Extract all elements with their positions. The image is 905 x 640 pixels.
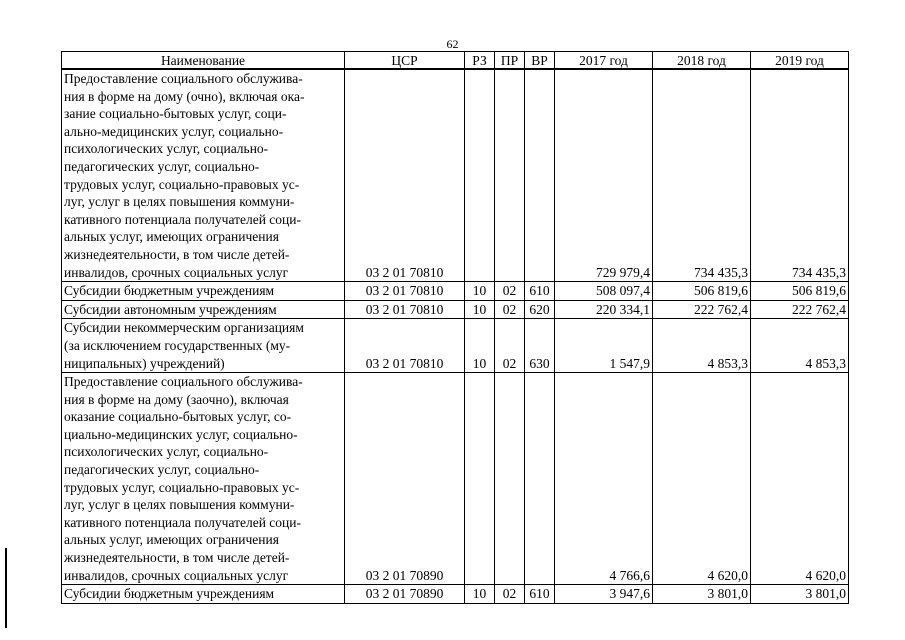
row-amount-2018: 4 620,0 [653, 373, 751, 585]
page-number: 62 [446, 37, 459, 51]
row-name-line: луг, услуг в целях повышения коммуни- [64, 497, 295, 513]
row-amount-2017: 729 979,4 [555, 69, 653, 282]
row-amount-2019: 3 801,0 [751, 585, 849, 604]
row-vr-code: 620 [525, 300, 555, 319]
header-year-2019: 2019 год [751, 52, 849, 70]
row-csr-code: 03 2 01 70810 [345, 69, 465, 282]
row-pr-code: 02 [495, 282, 525, 301]
row-name-line: кативного потенциала получателей соци- [64, 211, 301, 227]
row-name-line: трудовых услуг, социально-правовых ус- [64, 176, 300, 192]
row-name-line: альных услуг, имеющих ограничения [64, 532, 279, 548]
row-csr-code: 03 2 01 70890 [345, 585, 465, 604]
row-amount-2017: 220 334,1 [555, 300, 653, 319]
row-name-line: ально-медицинских услуг, социально- [64, 123, 284, 139]
row-pr-code [495, 373, 525, 585]
row-rz-code [465, 69, 495, 282]
row-name-line: педагогических услуг, социально- [64, 462, 260, 478]
row-name-line: кативного потенциала получателей соци- [64, 514, 301, 530]
row-name-line: психологических услуг, социально- [64, 141, 269, 157]
row-vr-code [525, 373, 555, 585]
row-name-line: Предоставление социального обслужива- [64, 71, 303, 86]
row-name-line: психологических услуг, социально- [64, 444, 269, 460]
row-name-line: Субсидии бюджетным учреждениям [64, 586, 275, 602]
row-name-line: Субсидии автономным учреждениям [64, 301, 277, 317]
row-csr-code: 03 2 01 70810 [345, 282, 465, 301]
row-vr-code: 630 [525, 319, 555, 373]
header-name: Наименование [62, 52, 345, 70]
row-amount-2018: 506 819,6 [653, 282, 751, 301]
row-vr-code: 610 [525, 585, 555, 604]
header-year-2018: 2018 год [653, 52, 751, 70]
row-name-line: циально-медицинских услуг, социально- [64, 426, 298, 442]
row-pr-code [495, 69, 525, 282]
row-name-line: трудовых услуг, социально-правовых ус- [64, 479, 300, 495]
row-csr-code: 03 2 01 70890 [345, 373, 465, 585]
table-row [62, 319, 849, 373]
row-rz-code: 10 [465, 300, 495, 319]
row-amount-2019: 734 435,3 [751, 69, 849, 282]
header-vr: ВР [525, 52, 555, 70]
header-pr: ПР [495, 52, 525, 70]
row-name-line: Предоставление социального обслужива- [64, 374, 303, 390]
row-amount-2017: 1 547,9 [555, 319, 653, 373]
row-name-line: педагогических услуг, социально- [64, 158, 260, 174]
table-header-row [62, 52, 849, 70]
row-name-line: луг, услуг в целях повышения коммуни- [64, 194, 295, 210]
row-name-cell [62, 319, 345, 373]
row-rz-code [465, 373, 495, 585]
table-row [62, 585, 849, 604]
row-name-line: ния в форме на дому (заочно), включая [64, 391, 289, 407]
row-amount-2017: 3 947,6 [555, 585, 653, 604]
row-amount-2018: 222 762,4 [653, 300, 751, 319]
row-csr-code: 03 2 01 70810 [345, 300, 465, 319]
row-name-line: (за исключением государственных (му- [64, 337, 291, 353]
row-pr-code: 02 [495, 585, 525, 604]
table-row [62, 69, 849, 282]
row-name-line: жизнедеятельности, в том числе детей- [64, 550, 290, 566]
row-amount-2018: 3 801,0 [653, 585, 751, 604]
row-amount-2019: 222 762,4 [751, 300, 849, 319]
row-rz-code: 10 [465, 585, 495, 604]
row-vr-code: 610 [525, 282, 555, 301]
header-rz: РЗ [465, 52, 495, 70]
row-rz-code: 10 [465, 319, 495, 373]
row-amount-2017: 508 097,4 [555, 282, 653, 301]
row-amount-2018: 4 853,3 [653, 319, 751, 373]
row-csr-code: 03 2 01 70810 [345, 319, 465, 373]
row-name-line: инвалидов, срочных социальных услуг [64, 567, 289, 583]
row-name-line: ния в форме на дому (очно), включая ока- [64, 88, 305, 104]
row-name-line: инвалидов, срочных социальных услуг [64, 264, 289, 280]
row-rz-code: 10 [465, 282, 495, 301]
row-name-cell [62, 282, 345, 301]
table-row [62, 282, 849, 301]
row-name-line: оказание социально-бытовых услуг, со- [64, 409, 292, 425]
row-name-cell [62, 585, 345, 604]
scan-edge-mark [5, 548, 7, 628]
row-name-line: жизнедеятельности, в том числе детей- [64, 246, 290, 262]
header-csr: ЦСР [345, 52, 465, 70]
budget-table [61, 51, 849, 604]
row-name-line: ниципальных) учреждений) [64, 355, 225, 371]
table-row [62, 373, 849, 585]
row-name-cell [62, 69, 345, 282]
table-row [62, 300, 849, 319]
row-amount-2019: 4 620,0 [751, 373, 849, 585]
row-pr-code: 02 [495, 300, 525, 319]
row-amount-2018: 734 435,3 [653, 69, 751, 282]
header-year-2017: 2017 год [555, 52, 653, 70]
row-name-line: альных услуг, имеющих ограничения [64, 229, 279, 245]
row-amount-2019: 506 819,6 [751, 282, 849, 301]
row-name-cell [62, 373, 345, 585]
row-name-cell [62, 300, 345, 319]
row-pr-code: 02 [495, 319, 525, 373]
row-name-line: Субсидии некоммерческим организациям [64, 320, 304, 336]
row-amount-2017: 4 766,6 [555, 373, 653, 585]
row-vr-code [525, 69, 555, 282]
row-name-line: Субсидии бюджетным учреждениям [64, 283, 275, 299]
row-name-line: зание социально-бытовых услуг, соци- [64, 106, 287, 122]
row-amount-2019: 4 853,3 [751, 319, 849, 373]
